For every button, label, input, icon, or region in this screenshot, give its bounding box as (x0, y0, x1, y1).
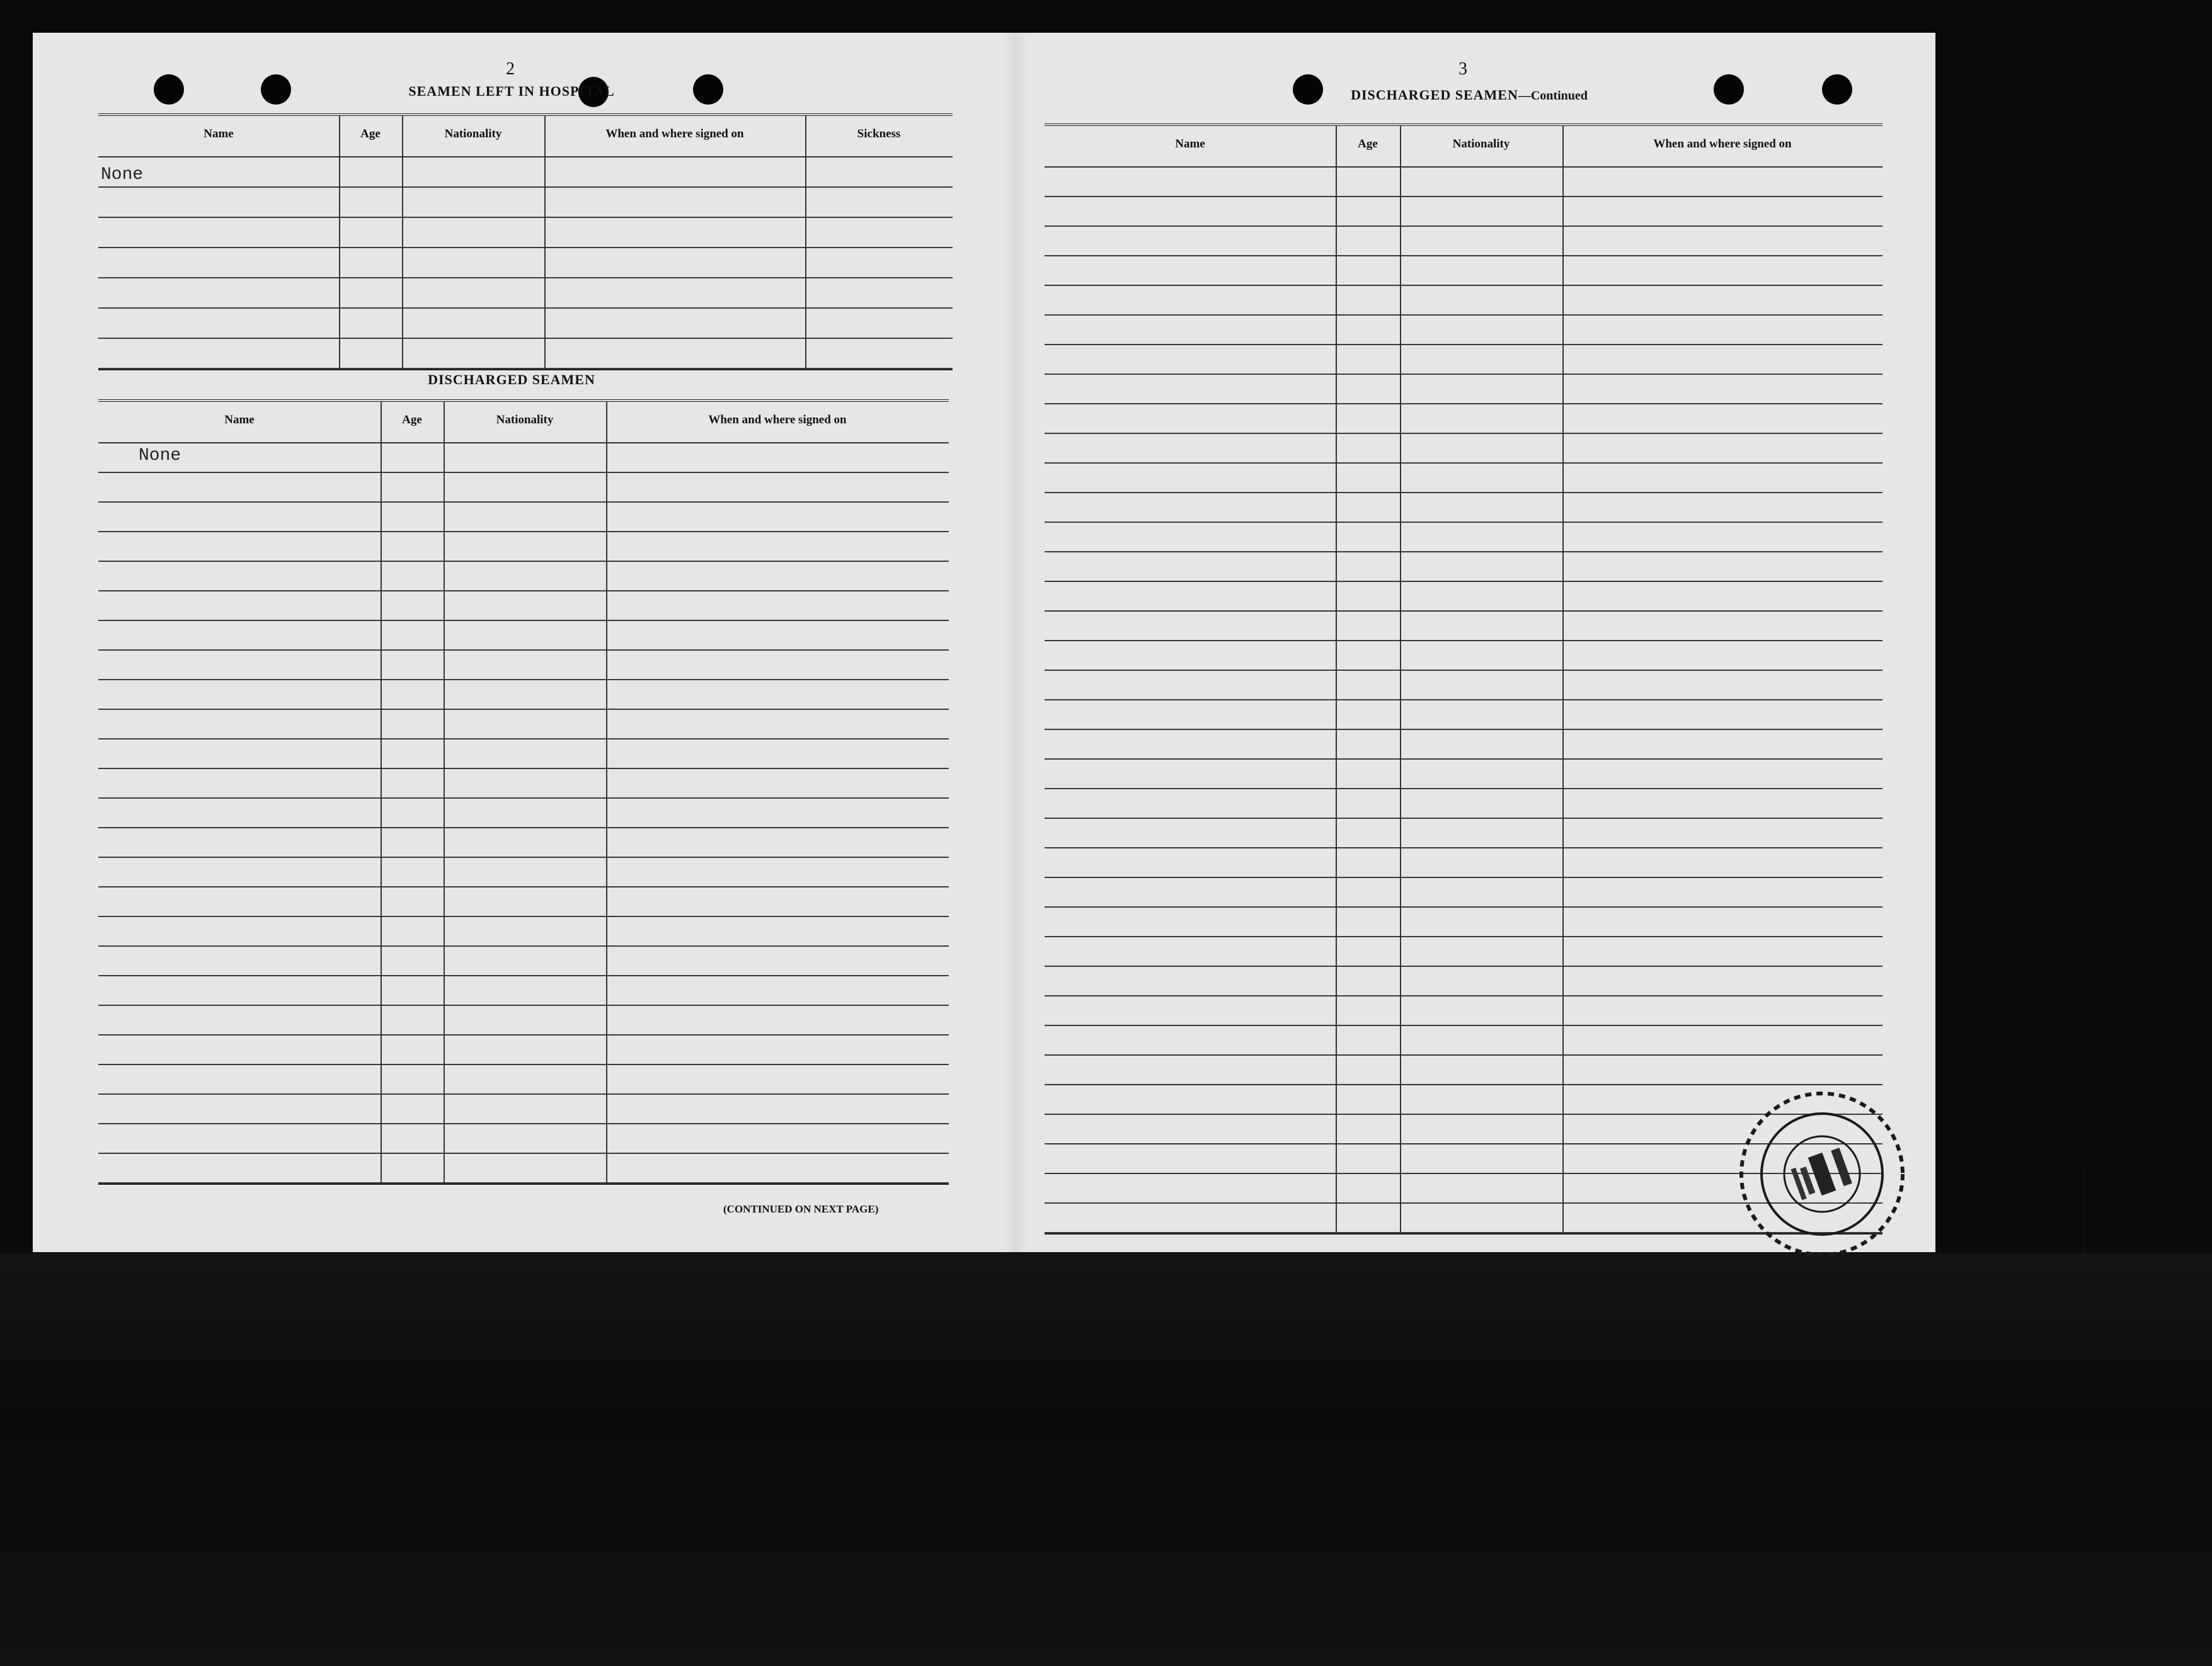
punch-hole (154, 74, 184, 105)
table-row (98, 562, 949, 591)
table-row (1045, 316, 1882, 345)
table-row (98, 339, 953, 369)
table-row (1045, 641, 1882, 671)
table-row (98, 1065, 949, 1095)
hospital-table-title: SEAMEN LEFT IN HOSPITAL (408, 83, 615, 99)
column-header-age: Age (1358, 137, 1378, 151)
table-row (1045, 464, 1882, 493)
punch-hole (1822, 74, 1852, 105)
column-header-age: Age (360, 127, 381, 140)
table-row (98, 1095, 949, 1124)
table-row (98, 887, 949, 917)
column-header-signed-on: When and where signed on (708, 413, 847, 426)
discharged-table-title: DISCHARGED SEAMEN (428, 372, 595, 387)
table-row (1045, 908, 1882, 937)
column-divider (402, 116, 403, 369)
punch-hole (261, 74, 291, 105)
column-divider (606, 402, 607, 1184)
table-row (1045, 1026, 1882, 1056)
table-row (98, 1036, 949, 1065)
table-row (1045, 168, 1882, 197)
table-row (1045, 404, 1882, 434)
table-row (98, 799, 949, 828)
column-divider (1400, 126, 1401, 1233)
edge-tick (2083, 1172, 2085, 1253)
hospital-entry-none: None (101, 165, 144, 185)
table-row (98, 621, 949, 651)
table-row (98, 503, 949, 532)
continued-table-title-main: DISCHARGED SEAMEN (1351, 87, 1518, 103)
table-row (98, 443, 949, 473)
table-row (1045, 671, 1882, 700)
table-row (98, 1154, 949, 1184)
table-row (98, 858, 949, 887)
column-header-sickness: Sickness (857, 127, 901, 140)
table-row (98, 828, 949, 858)
table-row (98, 947, 949, 976)
column-header-nationality: Nationality (444, 127, 502, 140)
table-row (98, 218, 953, 248)
table-row (1045, 760, 1882, 789)
column-header-name: Name (1175, 137, 1205, 151)
table-row (1045, 700, 1882, 730)
dark-background (0, 1253, 2212, 1666)
table-row (1045, 286, 1882, 316)
discharged-table (98, 399, 949, 1185)
table-row (1045, 730, 1882, 760)
continued-table-title (1331, 87, 1608, 103)
table-row (98, 710, 949, 739)
table-row (98, 651, 949, 680)
table-row (1045, 937, 1882, 967)
page-number-left: 2 (506, 59, 515, 79)
table-row (98, 309, 953, 339)
table-row (1045, 345, 1882, 375)
discharged-table-body (98, 443, 949, 1184)
table-row (1045, 256, 1882, 286)
table-row (98, 1006, 949, 1036)
column-header-age: Age (402, 413, 422, 426)
table-row (98, 278, 953, 309)
column-header-name: Name (224, 413, 255, 426)
table-row (98, 157, 953, 188)
table-row (1045, 878, 1882, 908)
table-row (98, 769, 949, 799)
table-row (98, 473, 949, 503)
continued-table-title-suffix: —Continued (1518, 89, 1588, 103)
column-divider (1336, 126, 1337, 1233)
table-row (1045, 612, 1882, 641)
table-row (1045, 375, 1882, 404)
table-row (1045, 227, 1882, 256)
punch-hole (693, 74, 723, 105)
table-row (1045, 552, 1882, 582)
punch-hole (1714, 74, 1744, 105)
table-row (1045, 523, 1882, 552)
column-divider (1562, 126, 1564, 1233)
table-row (1045, 996, 1882, 1026)
hospital-table-body (98, 157, 953, 369)
table-row (98, 591, 949, 621)
discharged-table-header (98, 402, 949, 443)
table-row (1045, 434, 1882, 464)
table-row (98, 532, 949, 562)
column-divider (444, 402, 445, 1184)
continued-note: (CONTINUED ON NEXT PAGE) (723, 1203, 879, 1215)
table-row (1045, 197, 1882, 227)
table-row (98, 248, 953, 278)
table-row (98, 680, 949, 710)
discharged-entry-none: None (139, 446, 181, 465)
column-header-signed-on: When and where signed on (605, 127, 744, 140)
table-row (98, 1124, 949, 1154)
column-divider (339, 116, 340, 369)
discharged-continued-table (1045, 123, 1882, 1235)
table-row (98, 917, 949, 947)
table-row (1045, 967, 1882, 996)
continued-table-header (1045, 126, 1882, 168)
column-divider (805, 116, 806, 369)
column-header-name: Name (203, 127, 234, 140)
page-number-right: 3 (1458, 59, 1467, 79)
table-row (1045, 493, 1882, 523)
punch-hole (1293, 74, 1323, 105)
table-row (98, 188, 953, 218)
received-stamp (1728, 1080, 1917, 1269)
table-row (1045, 582, 1882, 612)
column-divider (544, 116, 546, 369)
column-header-signed-on: When and where signed on (1653, 137, 1792, 151)
column-header-nationality: Nationality (496, 413, 554, 426)
page-fold (1003, 33, 1028, 1252)
continued-table-body (1045, 168, 1882, 1233)
document-sheet (33, 33, 1935, 1252)
table-row (1045, 819, 1882, 848)
table-row (98, 739, 949, 769)
column-divider (381, 402, 382, 1184)
hospital-table-header (98, 116, 953, 157)
column-header-nationality: Nationality (1452, 137, 1510, 151)
hospital-table (98, 113, 953, 370)
table-row (1045, 848, 1882, 878)
table-row (98, 976, 949, 1006)
table-row (1045, 789, 1882, 819)
